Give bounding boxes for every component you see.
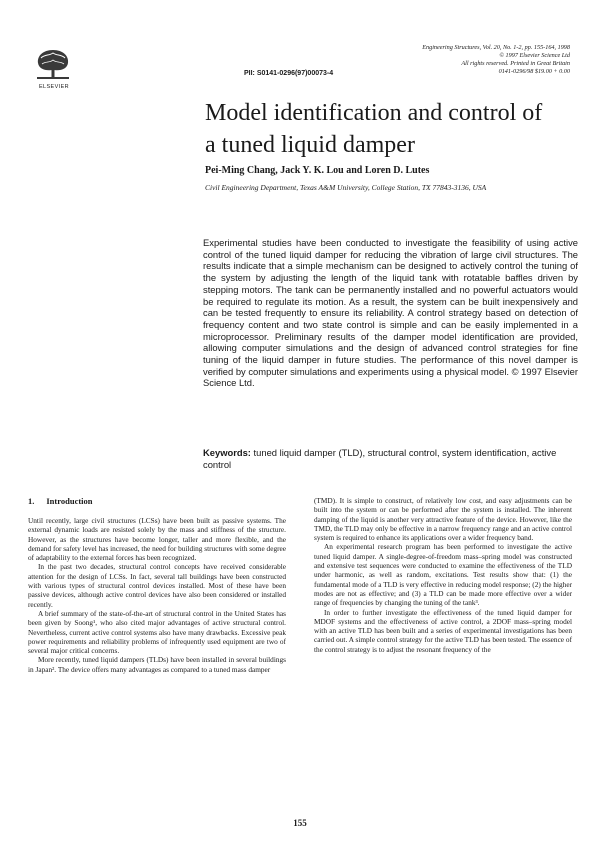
page-number: 155 [293,818,307,828]
paragraph: In the past two decades, structural control concepts have received considerable attention for the design of LCSs. In fact, several tall buildings have been constructed with various types of structural control devices installed. Most of these have been passive devices, although active control devices have also been considered or installed recently. [28,562,286,609]
keywords [203,447,578,470]
section-heading [28,496,93,506]
paragraph: Until recently, large civil structures (LCSs) have been built as passive systems. The external dynamic loads are resisted solely by the mass and stiffness of the structure. However, as the structures have become longer, taller and more flexible, and the demand for safety level has increased, the need for building structures with some degree of adaptability to the external forces has been recognized. [28,516,286,563]
keywords-label: Keywords: [203,447,251,458]
paper-title [205,97,585,161]
section-title: Introduction [46,496,93,506]
paragraph: (TMD). It is simple to construct, of relatively low cost, and easy adjustments can be built into the system or can be performed after the system is installed. The inherent damping of the liquid is another very attractive feature of the device. However, like the TMD, the TLD may only be effective in a narrow frequency range and an active control system is required to enhance its applications over a wider frequency band. [314,496,572,543]
paragraph: More recently, tuned liquid dampers (TLDs) have been installed in several buildings in Japan². The device offers many advantages as compared to a tuned mass damper [28,655,286,674]
right-column [314,496,572,654]
rights-line: All rights reserved. Printed in Great Britain [461,60,570,67]
copyright-line: © 1997 Elsevier Science Ltd [499,52,570,59]
title-line-2: a tuned liquid damper [205,132,415,158]
keywords-list: tuned liquid damper (TLD), structural control, system identification, active control [203,447,557,470]
affiliation: Civil Engineering Department, Texas A&M University, College Station, TX 77843-3136, USA [205,183,487,192]
section-number: 1. [28,496,35,506]
title-line-1: Model identification and control of [205,100,543,126]
abstract: Experimental studies have been conducted to investigate the feasibility of using active control of the tuned liquid damper for reducing the vibration of large civil structures. The results indicate that a simple mechanism can be designed to actively control the tuning of the system by adjusting the length of the liquid tank with rotatable baffles driven by stepping motors. The tank can be permanently installed and no powerful actuators would be required to regulate its motion. As a result, the system can be built inexpensively and can be tested frequently to ensure its reliability. A control strategy based on detection of frequency content and two state control is simple and can be easily implemented in a microprocessor. Preliminary results of the damper model identification are provided, allowing computer simulations and the design of advanced control strategies for fine tuning of the liquid damper in future studies. The performance of this novel damper is verified by computer simulations and experiments using a physical model. © 1997 Elsevier Science Ltd. [203,237,578,389]
paragraph: An experimental research program has been performed to investigate the active tuned liquid damper. A single-degree-of-freedom mass–spring model was constructed and extensive test sequences were conducted to examine the effectiveness of the TLD under harmonic, as well as random, excitations. Test results show that: (1) the fundamental mode of a TLD is very effective in reducing model response; (2) the higher modes are not as effective; and (3) a TLD can be made more effective over a wider range of frequencies by changing the tuning of the tank³. [314,542,572,608]
publisher-name: ELSEVIER [38,84,70,90]
authors: Pei-Ming Chang, Jack Y. K. Lou and Loren D. Lutes [205,165,430,176]
paragraph: In order to further investigate the effectiveness of the tuned liquid damper for MDOF systems and the effectiveness of active control, a 2DOF mass–spring model with an active TLD has been built and a series of experimental investigations has been carried out. A simple control strategy for the active TLD has been tested. The essence of the control strategy is to adjust the resonant frequency of the [314,607,572,654]
left-column [28,516,286,674]
elsevier-tree-logo [33,44,73,80]
paragraph: A brief summary of the state-of-the-art of structural control in the United States has been given by Soong¹, who also cited major advantages of active structural control. Nevertheless, current active control systems also have many drawbacks. Excessive peak power requirements and reliability problems of infrequently used equipment are two of several major critical concerns. [28,608,286,656]
journal-info [370,44,570,76]
journal-citation-line: Engineering Structures, Vol. 20, No. 1-2, pp. 155-164, 1998 [422,44,570,51]
pii-code: PII: S0141-0296(97)00073-4 [244,70,334,77]
issn-line: 0141-0296/98 $19.00 + 0.00 [498,68,570,75]
